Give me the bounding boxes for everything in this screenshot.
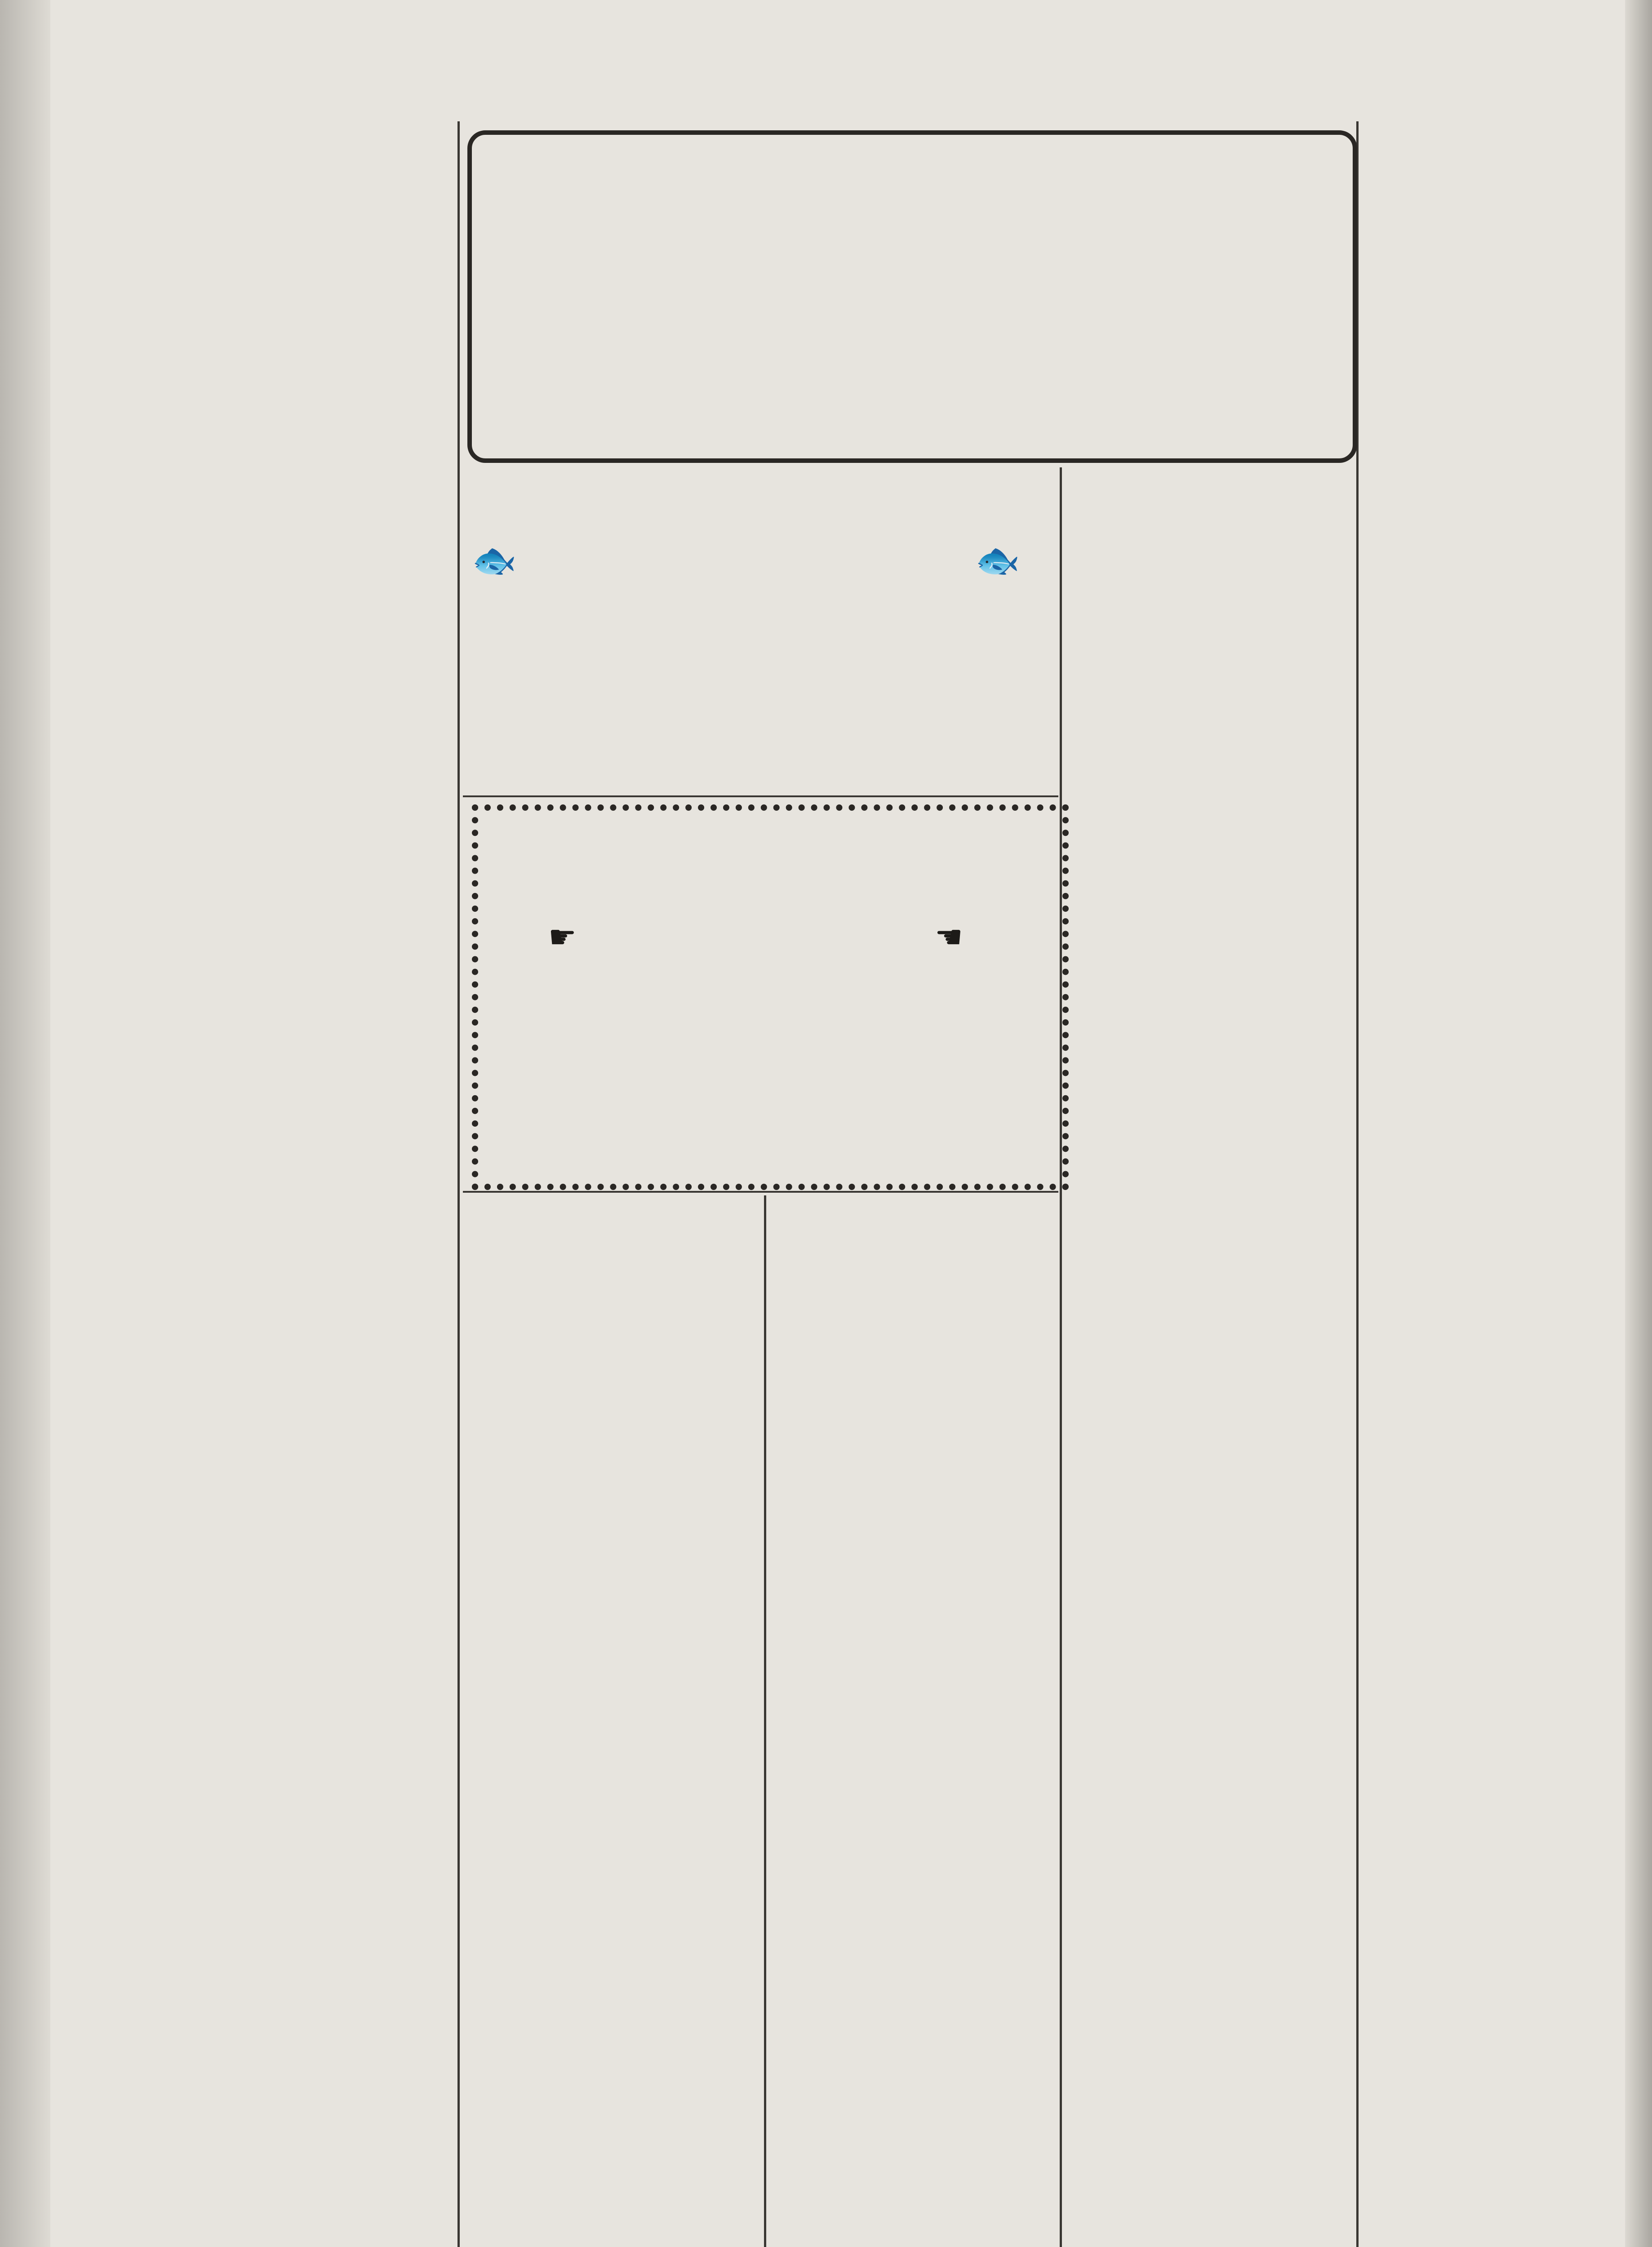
ad-box-kathreiner [467,130,1357,463]
column-rule [1060,467,1062,2247]
page-edge [1625,0,1652,2247]
column-middle-right [768,1195,1058,2247]
fish-icon: 🐟 [975,539,1020,581]
divider [463,795,1058,797]
column-third [1063,467,1355,2247]
column-rule [457,121,460,2247]
hand-icon: ☛ [548,919,577,955]
page-gutter [0,0,50,2247]
fish-icon: 🐟 [472,539,517,581]
column-middle-left [463,1195,762,2247]
ad-box-bettstellen [472,804,1069,1190]
divider [463,1191,1058,1193]
column-right [1359,112,1627,2247]
column-left [166,121,454,2247]
column-rule [764,1195,766,2247]
hand-icon: ☚ [935,919,963,955]
